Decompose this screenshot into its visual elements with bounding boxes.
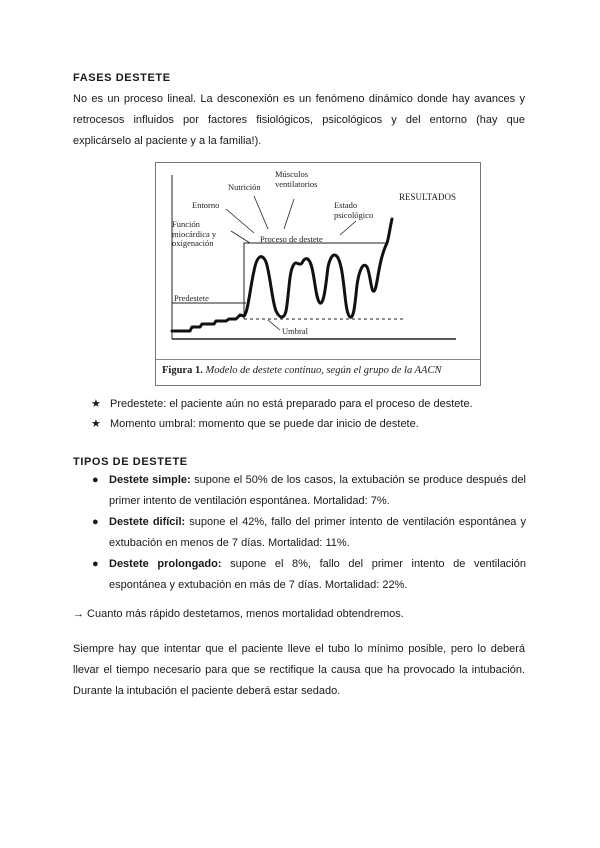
phase-item [88, 394, 473, 414]
pointer-nutricion [254, 196, 268, 229]
phase-text: Predestete: el paciente aún no está preparado para el proceso de destete. [110, 398, 473, 410]
intro-line-3: explicárselo al paciente y a la familia!). [73, 135, 262, 147]
type-item-prolongado [92, 554, 526, 596]
type-name: Destete simple: [109, 474, 191, 486]
weaning-types-list [92, 470, 526, 596]
caption-number: Figura 1. [162, 365, 203, 376]
caption-text: Modelo de destete continuo, según el grupo de la AACN [205, 365, 442, 376]
label-entorno: Entorno [192, 200, 220, 210]
pointer-entorno [226, 209, 254, 233]
pointer-umbral [268, 320, 280, 330]
section-title-tipos: TIPOS DE DESTETE [73, 456, 188, 468]
label-predestete: Predestete [174, 293, 209, 303]
pointer-funcion [231, 231, 250, 243]
label-resultados: RESULTADOS [399, 192, 456, 202]
type-item-simple [92, 470, 526, 512]
phase-text: Momento umbral: momento que se puede dar inicio de destete. [110, 418, 419, 430]
intro-line-2: retrocesos influidos por factores fisiológicos, psicológicos y del entorno (hay que [73, 114, 525, 126]
closing-line-3: Durante la intubación el paciente deberá estar sedado. [73, 685, 341, 697]
type-line-2: primer intento de ventilación espontánea. Mortalidad: 7%. [109, 495, 390, 507]
intro-line-1: No es un proceso lineal. La desconexión es un fenómeno dinámico donde hay avances y [73, 93, 525, 105]
figure-caption [162, 365, 441, 376]
section-title-fases: FASES DESTETE [73, 72, 171, 84]
closing-line-1: Siempre hay que intentar que el paciente lleve el tubo lo mínimo posible, pero lo deberá [73, 643, 525, 655]
figure-caption-band [156, 359, 480, 385]
arrow-note: → Cuanto más rápido destetamos, menos mortalidad obtendremos. [73, 608, 404, 620]
type-item-dificil [92, 512, 526, 554]
dot-bullet-icon: ● [92, 474, 99, 486]
type-name: Destete difícil: [109, 516, 186, 528]
intro-paragraph [73, 89, 525, 152]
type-line-2: espontánea y extubación en más de 7 días. Mortalidad: 22%. [109, 579, 408, 591]
dot-bullet-icon: ● [92, 558, 99, 570]
dot-bullet-icon: ● [92, 516, 99, 528]
type-line-1: supone el 50% de los casos, la extubación se produce después del [194, 474, 526, 486]
label-funcion: Función miocárdica y oxigenación [172, 219, 217, 248]
closing-line-2: llevar el tiempo necesario para que se rectifique la causa que ha provocado la intubación. [73, 664, 525, 676]
label-estado: Estado psicológico [334, 200, 374, 220]
phases-list [88, 394, 473, 434]
type-line-2: extubación en menos de 7 días. Mortalidad: 11%. [109, 537, 350, 549]
label-umbral: Umbral [282, 326, 308, 336]
type-name: Destete prolongado: [109, 558, 222, 570]
type-line-1: supone el 8%, fallo del primer intento de ventilación [230, 558, 526, 570]
star-bullet-icon: ★ [91, 418, 101, 430]
phase-item [88, 414, 473, 434]
pointer-musculos [284, 199, 294, 229]
pointer-estado [340, 221, 356, 235]
type-line-1: supone el 42%, fallo del primer intento de ventilación espontánea y [189, 516, 526, 528]
closing-paragraph [73, 639, 525, 702]
label-proceso: Proceso de destete [260, 234, 323, 244]
weaning-model-figure [155, 162, 481, 386]
label-musculos: Músculos ventilatorios [275, 169, 318, 189]
label-nutricion: Nutrición [228, 182, 261, 192]
star-bullet-icon: ★ [91, 398, 101, 410]
process-bracket [244, 243, 388, 319]
